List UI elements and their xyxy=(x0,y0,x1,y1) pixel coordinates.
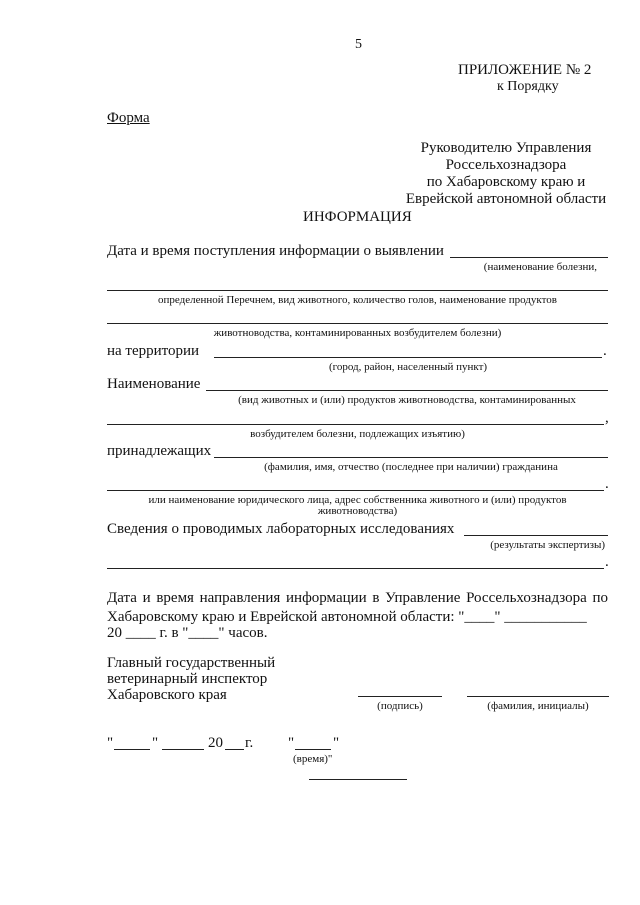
hint-results: (результаты экспертизы) xyxy=(490,539,605,551)
territory-label: на территории xyxy=(107,343,200,359)
date-received-label: Дата и время поступления информации о выявлении xyxy=(107,243,444,259)
belonging-label: принадлежащих xyxy=(107,443,212,459)
belonging-end: . xyxy=(605,476,609,492)
signatory-line: Хабаровского края xyxy=(107,687,227,703)
year-suffix: г. xyxy=(245,735,254,751)
belonging-line[interactable] xyxy=(214,457,608,458)
appendix-subtitle: к Порядку xyxy=(497,79,559,94)
lab-end: . xyxy=(605,554,609,570)
addressee-block xyxy=(400,140,612,208)
day-quote-open: " xyxy=(107,735,114,751)
year-line[interactable] xyxy=(225,749,244,750)
hint-defined: определенной Перечнем, вид животного, количество голов, наименование продуктов xyxy=(158,294,557,306)
owner-line[interactable] xyxy=(107,490,604,491)
addressee-line: Россельхознадзора xyxy=(445,157,567,173)
results-line[interactable] xyxy=(107,568,604,569)
time-line[interactable] xyxy=(295,749,331,750)
initials-hint: (фамилия, инициалы) xyxy=(487,700,589,712)
lab-label: Сведения о проводимых лабораторных исследованиях xyxy=(107,521,455,537)
time-quote-close: " xyxy=(333,735,340,751)
signature-hint: (подпись) xyxy=(377,700,423,712)
end-rule xyxy=(309,779,407,780)
hint-fio: (фамилия, имя, отчество (последнее при наличии) гражданина xyxy=(264,461,558,473)
territory-line[interactable] xyxy=(214,357,602,358)
day-line[interactable] xyxy=(114,749,150,750)
hint-animals: (вид животных и (или) продуктов животноводства, контаминированных xyxy=(238,394,576,406)
addressee-line: Руководителю Управления xyxy=(420,140,592,156)
hint-legal-2: животноводства) xyxy=(317,505,398,517)
name-line[interactable] xyxy=(206,390,608,391)
name-label: Наименование xyxy=(107,376,201,392)
sending-text: Дата и время направления информации в Управление Россельхознадзора по Хабаровскому краю и Еврейской автономной области: "____" ___________ xyxy=(107,590,608,625)
addressee-line: по Хабаровскому краю и xyxy=(426,174,586,190)
date-received-line[interactable] xyxy=(450,257,608,258)
disease-line[interactable] xyxy=(107,290,608,291)
lab-line[interactable] xyxy=(464,535,608,536)
products-line[interactable] xyxy=(107,323,608,324)
signature-line[interactable] xyxy=(358,696,442,697)
hint-contaminated: животноводства, контаминированных возбудителем болезни) xyxy=(213,327,502,339)
initials-line[interactable] xyxy=(467,696,609,697)
page-number: 5 xyxy=(355,37,362,52)
hint-legal: или наименование юридического лица, адрес собственника животного и (или) продуктов xyxy=(148,494,567,506)
sending-line-2: 20 ____ г. в "____" часов. xyxy=(107,625,268,641)
signatory-line: Главный государственный xyxy=(107,655,276,671)
day-quote-close: " xyxy=(152,735,159,751)
year-prefix: 20 xyxy=(208,735,223,751)
signatory-block xyxy=(107,655,275,703)
time-quote-open: " xyxy=(288,735,295,751)
form-label: Форма xyxy=(107,110,150,126)
appendix-title: ПРИЛОЖЕНИЕ № 2 xyxy=(458,62,592,78)
month-line[interactable] xyxy=(162,749,204,750)
document-title: ИНФОРМАЦИЯ xyxy=(303,209,412,225)
signatory-line: ветеринарный инспектор xyxy=(107,671,268,687)
hint-seizure: возбудителем болезни, подлежащих изъятию) xyxy=(250,428,465,440)
territory-end: . xyxy=(603,343,607,359)
name-continuation-line[interactable] xyxy=(107,424,604,425)
hint-disease: (наименование болезни, xyxy=(483,261,597,273)
hint-city: (город, район, населенный пункт) xyxy=(328,361,488,373)
addressee-line: Еврейской автономной области xyxy=(405,191,607,207)
name-end: , xyxy=(605,410,609,426)
time-hint: (время)" xyxy=(293,753,333,765)
